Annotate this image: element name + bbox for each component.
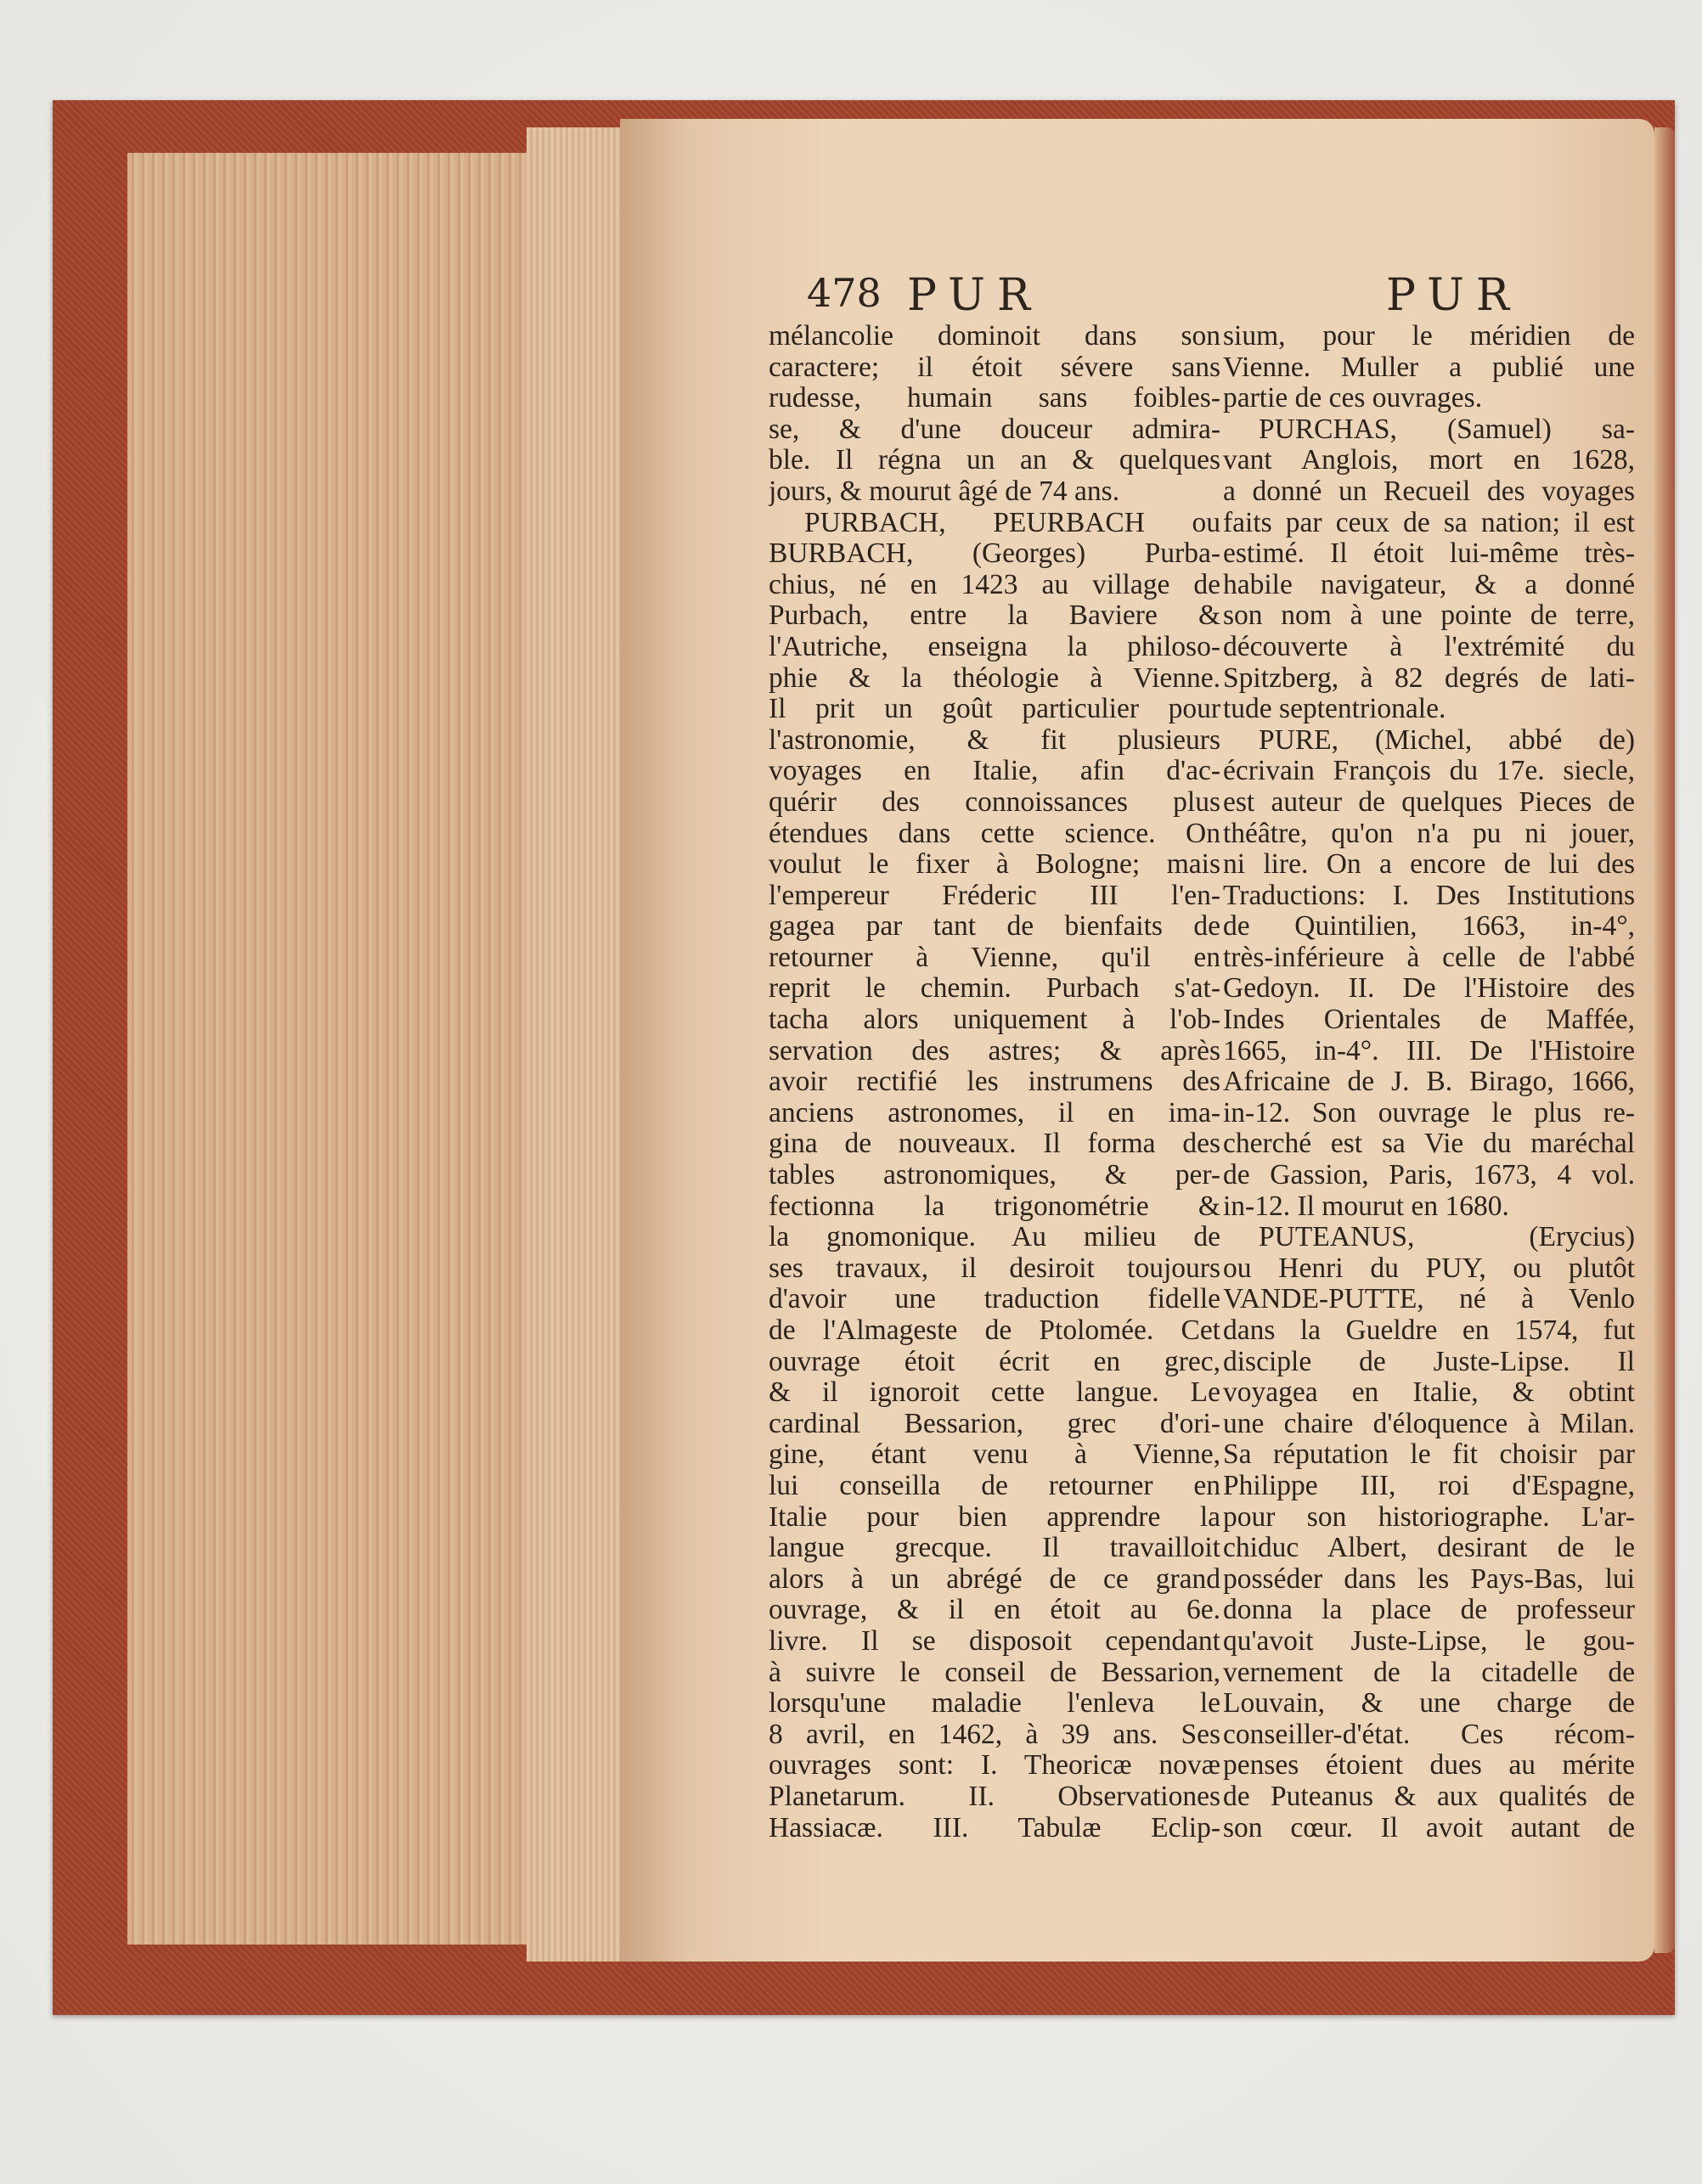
text-line: livre. Il se disposoit cependant	[769, 1625, 1220, 1657]
text-line: PURE, (Michel, abbé de)	[1259, 724, 1635, 756]
text-line: vant Anglois, mort en 1628,	[1223, 445, 1635, 476]
text-line: de l'Almageste de Ptolomée. Cet	[769, 1315, 1220, 1346]
text-line: disciple de Juste-Lipse. Il	[1223, 1346, 1635, 1377]
text-line: chius, né en 1423 au village de	[769, 569, 1220, 600]
text-line: son nom à une pointe de terre,	[1223, 600, 1635, 632]
text-line: pour son historiographe. L'ar-	[1223, 1501, 1635, 1533]
running-head-left: PUR	[907, 270, 1043, 321]
text-line: habile navigateur, & a donné	[1223, 569, 1635, 600]
text-line: Africaine de J. B. Birago, 1666,	[1223, 1067, 1635, 1098]
text-line: posséder dans les Pays-Bas, lui	[1223, 1563, 1635, 1595]
text-line: chiduc Albert, desirant de le	[1223, 1533, 1635, 1564]
text-line: étendues dans cette science. On	[769, 818, 1220, 849]
text-line: reprit le chemin. Purbach s'at-	[769, 973, 1220, 1005]
text-line: Gedoyn. II. De l'Histoire des	[1223, 973, 1635, 1005]
text-line: BURBACH, (Georges) Purba-	[769, 538, 1220, 570]
text-line: caractere; il étoit sévere sans	[769, 352, 1220, 383]
text-line: servation des astres; & après	[769, 1035, 1220, 1067]
text-line: VANDE-PUTTE, né à Venlo	[1223, 1284, 1635, 1315]
text-line: gina de nouveaux. Il forma des	[769, 1129, 1220, 1160]
text-line: voyages en Italie, afin d'ac-	[769, 756, 1220, 787]
text-line: in-12. Son ouvrage le plus re-	[1223, 1097, 1635, 1129]
text-line: de Puteanus & aux qualités de	[1223, 1781, 1635, 1812]
text-line: 8 avril, en 1462, à 39 ans. Ses	[769, 1719, 1220, 1750]
text-line: gine, étant venu à Vienne,	[769, 1439, 1220, 1471]
text-line: 1665, in-4°. III. De l'Histoire	[1223, 1035, 1635, 1067]
text-line: ou Henri du PUY, ou plutôt	[1223, 1252, 1635, 1284]
text-line: découverte à l'extrémité du	[1223, 631, 1635, 662]
text-line: avoir rectifié les instrumens des	[769, 1067, 1220, 1098]
text-line: cardinal Bessarion, grec d'ori-	[769, 1408, 1220, 1439]
text-line: très-inférieure à celle de l'abbé	[1223, 942, 1635, 973]
text-line: voyagea en Italie, & obtint	[1223, 1377, 1635, 1409]
text-line: Il prit un goût particulier pour	[769, 694, 1220, 725]
text-line: Sa réputation le fit choisir par	[1223, 1439, 1635, 1471]
text-line: in-12. Il mourut en 1680.	[1223, 1191, 1509, 1222]
text-line: alors à un abrégé de ce grand	[769, 1563, 1220, 1595]
text-line: l'empereur Fréderic III l'en-	[769, 880, 1220, 911]
text-line: ses travaux, il desiroit toujours	[769, 1252, 1220, 1284]
text-line: gagea par tant de bienfaits de	[769, 911, 1220, 943]
text-line: Italie pour bien apprendre la	[769, 1501, 1220, 1533]
text-line: ble. Il régna un an & quelques	[769, 445, 1220, 476]
page-number: 478	[807, 270, 882, 316]
text-line: est auteur de quelques Pieces de	[1223, 786, 1635, 818]
text-line: jours, & mourut âgé de 74 ans.	[769, 476, 1120, 507]
text-line: de Quintilien, 1663, in-4°,	[1223, 911, 1635, 943]
text-line: tables astronomiques, & per-	[769, 1160, 1220, 1191]
text-line: fectionna la trigonométrie &	[769, 1191, 1220, 1222]
text-line: l'Autriche, enseigna la philoso-	[769, 631, 1220, 662]
text-line: Purbach, entre la Baviere &	[769, 600, 1220, 632]
text-line: de Gassion, Paris, 1673, 4 vol.	[1223, 1160, 1635, 1191]
text-line: la gnomonique. Au milieu de	[769, 1222, 1220, 1253]
text-line: ouvrages sont: I. Theoricæ novæ	[769, 1750, 1220, 1782]
text-line: une chaire d'éloquence à Milan.	[1223, 1408, 1635, 1439]
text-line: dans la Gueldre en 1574, fut	[1223, 1315, 1635, 1346]
text-line: cherché est sa Vie du maréchal	[1223, 1129, 1635, 1160]
text-line: Vienne. Muller a publié une	[1223, 352, 1635, 383]
text-line: voulut le fixer à Bologne; mais	[769, 849, 1220, 881]
text-line: & il ignoroit cette langue. Le	[769, 1377, 1220, 1409]
text-line: mélancolie dominoit dans son	[769, 321, 1220, 352]
text-line: retourner à Vienne, qu'il en	[769, 942, 1220, 973]
text-line: a donné un Recueil des voyages	[1223, 476, 1635, 507]
text-line: lui conseilla de retourner en	[769, 1470, 1220, 1501]
text-line: Louvain, & une charge de	[1223, 1688, 1635, 1720]
text-line: phie & la théologie à Vienne.	[769, 662, 1220, 694]
page-edge-curl	[1654, 127, 1675, 1953]
text-line: conseiller-d'état. Ces récom-	[1223, 1719, 1635, 1750]
text-line: donna la place de professeur	[1223, 1595, 1635, 1626]
text-line: vernement de la citadelle de	[1223, 1657, 1635, 1688]
text-line: ni lire. On a encore de lui des	[1223, 849, 1635, 881]
text-line: Traductions: I. Des Institutions	[1223, 880, 1635, 911]
text-line: Spitzberg, à 82 degrés de lati-	[1223, 662, 1635, 694]
text-line: son cœur. Il avoit autant de	[1223, 1812, 1635, 1843]
running-head-right: PUR	[1386, 270, 1522, 321]
text-line: se, & d'une douceur admira-	[769, 414, 1220, 445]
text-column-right	[1223, 321, 1635, 1843]
text-line: sium, pour le méridien de	[1223, 321, 1635, 352]
text-line: estimé. Il étoit lui-même très-	[1223, 538, 1635, 570]
text-line: ouvrage, & il en étoit au 6e.	[769, 1595, 1220, 1626]
text-line: à suivre le conseil de Bessarion,	[769, 1657, 1220, 1688]
text-line: Planetarum. II. Observationes	[769, 1781, 1220, 1812]
text-line: qu'avoit Juste-Lipse, le gou-	[1223, 1625, 1635, 1657]
text-line: tude septentrionale.	[1223, 694, 1446, 725]
text-line: quérir des connoissances plus	[769, 786, 1220, 818]
text-column-left	[769, 321, 1220, 1843]
text-line: partie de ces ouvrages.	[1223, 383, 1483, 414]
text-line: PURCHAS, (Samuel) sa-	[1259, 414, 1635, 445]
text-line: penses étoient dues au mérite	[1223, 1750, 1635, 1782]
text-line: écrivain François du 17e. siecle,	[1223, 756, 1635, 787]
text-line: PUTEANUS, (Erycius)	[1259, 1222, 1635, 1253]
text-line: rudesse, humain sans foibles-	[769, 383, 1220, 414]
text-line: l'astronomie, & fit plusieurs	[769, 724, 1220, 756]
text-line: langue grecque. Il travailloit	[769, 1533, 1220, 1564]
text-line: d'avoir une traduction fidelle	[769, 1284, 1220, 1315]
text-line: Philippe III, roi d'Espagne,	[1223, 1470, 1635, 1501]
text-line: ouvrage étoit écrit en grec,	[769, 1346, 1220, 1377]
text-line: faits par ceux de sa nation; il est	[1223, 507, 1635, 538]
text-line: Indes Orientales de Maffée,	[1223, 1005, 1635, 1036]
text-line: lorsqu'une maladie l'enleva le	[769, 1688, 1220, 1720]
text-line: anciens astronomes, il en ima-	[769, 1097, 1220, 1129]
text-line: Hassiacæ. III. Tabulæ Eclip-	[769, 1812, 1220, 1843]
text-line: tacha alors uniquement à l'ob-	[769, 1005, 1220, 1036]
text-line: PURBACH, PEURBACH ou	[804, 507, 1220, 538]
text-line: théâtre, qu'on n'a pu ni jouer,	[1223, 818, 1635, 849]
